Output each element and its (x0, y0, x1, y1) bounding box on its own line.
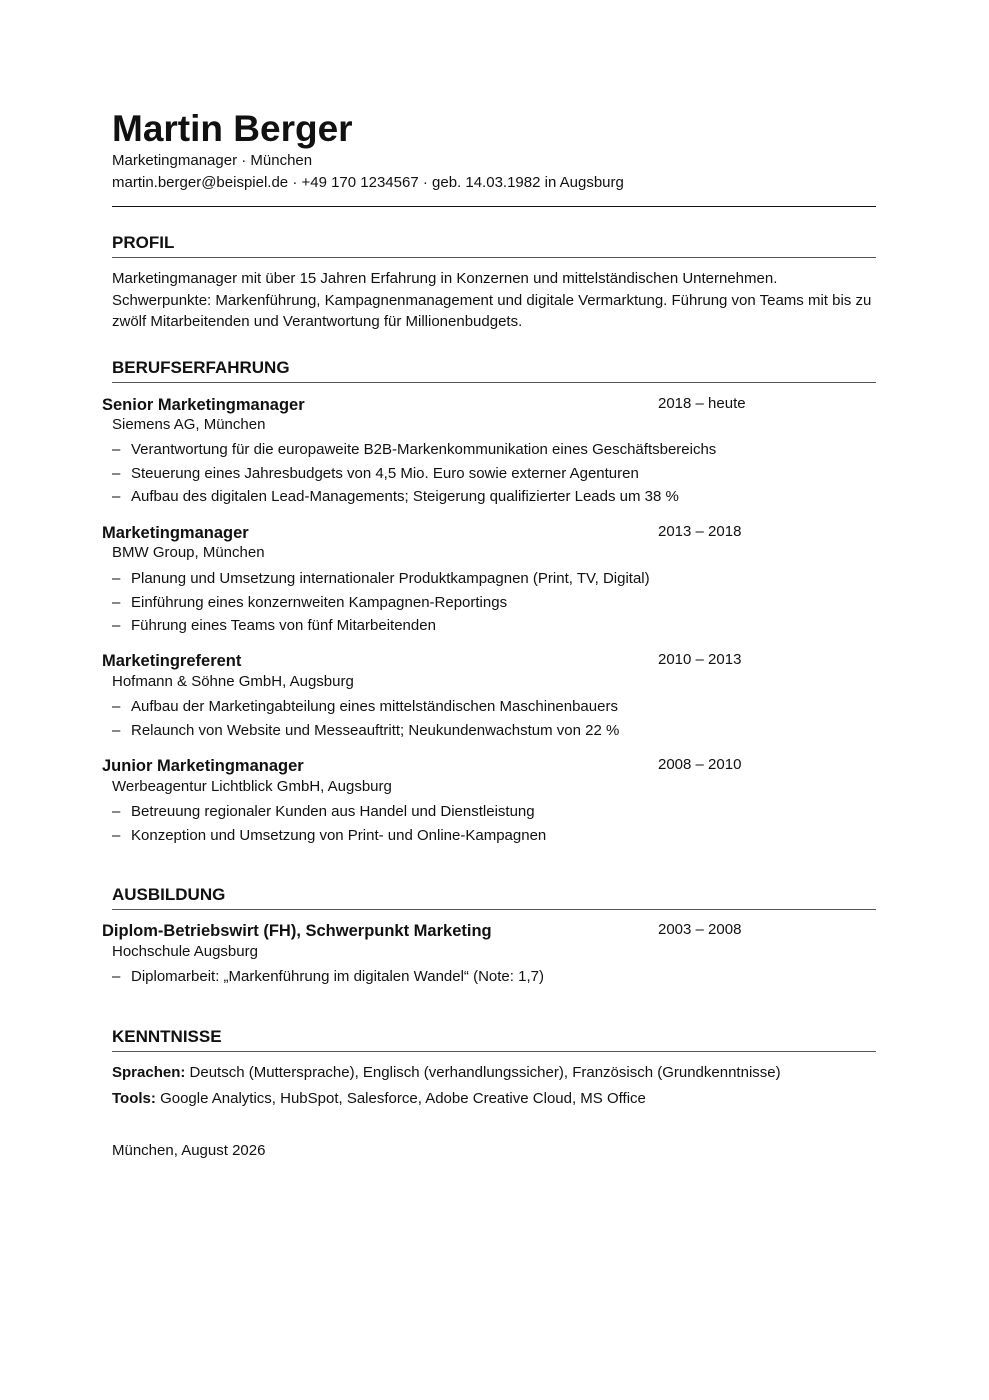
job-organization: Hofmann & Söhne GmbH, Augsburg (112, 673, 354, 690)
dash-bullet-icon: – (112, 826, 121, 844)
list-item (112, 438, 716, 462)
list-item (112, 695, 619, 719)
job-title: Junior Marketingmanager (102, 757, 304, 775)
job-organization: Werbeagentur Lichtblick GmbH, Augsburg (112, 778, 392, 795)
section-title-profile: PROFIL (112, 232, 876, 258)
list-item (112, 965, 544, 989)
degree-title: Diplom-Betriebswirt (FH), Schwerpunkt Marketing (102, 922, 492, 940)
job-bullet-list (112, 695, 619, 742)
dash-bullet-icon: – (112, 464, 121, 482)
dash-bullet-icon: – (112, 593, 121, 611)
bullet-text: Diplomarbeit: „Markenführung im digitalen Wandel“ (Note: 1,7) (131, 968, 544, 985)
list-item (112, 824, 546, 848)
bullet-text: Steuerung eines Jahresbudgets von 4,5 Mio. Euro sowie externer Agenturen (131, 464, 639, 482)
list-item (112, 719, 619, 743)
skills-languages-value: Deutsch (Muttersprache), Englisch (verhandlungssicher), Französisch (Grundkenntnisse) (189, 1064, 781, 1081)
dash-bullet-icon: – (112, 617, 121, 634)
header-divider (112, 206, 876, 207)
bullet-text: Aufbau der Marketingabteilung eines mittelständischen Maschinenbauers (131, 698, 618, 715)
dash-bullet-icon: – (112, 488, 121, 505)
place-and-date: München, August 2026 (112, 1142, 266, 1159)
candidate-contact: martin.berger@beispiel.de · +49 170 1234567 · geb. 14.03.1982 in Augsburg (112, 174, 624, 191)
skills-tools-value: Google Analytics, HubSpot, Salesforce, Adobe Creative Cloud, MS Office (160, 1090, 646, 1107)
education-institution: Hochschule Augsburg (112, 943, 258, 960)
bullet-text: Aufbau des digitalen Lead-Managements; Steigerung qualifizierter Leads um 38 % (131, 488, 679, 505)
skills-languages (112, 1063, 781, 1083)
job-organization: Siemens AG, München (112, 416, 266, 433)
job-bullet-list (112, 438, 716, 509)
bullet-text: Planung und Umsetzung internationaler Produktkampagnen (Print, TV, Digital) (131, 570, 650, 587)
job-dates: 2018 – heute (658, 395, 746, 412)
dash-bullet-icon: – (112, 803, 121, 820)
profile-text: Marketingmanager mit über 15 Jahren Erfahrung in Konzernen und mittelständischen Unternehmen. Schwerpunkte: Markenführung, Kampagnenmanagement und digitale Vermarktung. Führung von Teams mit bis zu zwölf Mitarbeitenden und Verantwortung für Millionenbudgets. (112, 270, 872, 330)
list-item (112, 614, 650, 638)
job-title: Marketingreferent (102, 652, 242, 670)
bullet-text: Konzeption und Umsetzung von Print- und Online-Kampagnen (131, 826, 547, 844)
job-bullet-list (112, 800, 546, 847)
skills-tools (112, 1089, 646, 1109)
section-title-experience: BERUFSERFAHRUNG (112, 357, 876, 383)
bullet-text: Einführung eines konzernweiten Kampagnen-Reportings (131, 593, 508, 611)
list-item (112, 462, 716, 486)
list-item (112, 567, 650, 591)
job-dates: 2013 – 2018 (658, 523, 742, 540)
candidate-name: Martin Berger (112, 108, 353, 149)
skills-tools-label: Tools: (112, 1090, 156, 1107)
job-title: Marketingmanager (102, 524, 249, 542)
education-dates: 2003 – 2008 (658, 921, 742, 938)
list-item (112, 591, 650, 615)
job-dates: 2010 – 2013 (658, 651, 742, 668)
skills-languages-label: Sprachen: (112, 1064, 186, 1081)
bullet-text: Führung eines Teams von fünf Mitarbeitenden (131, 617, 436, 634)
job-organization: BMW Group, München (112, 544, 265, 561)
bullet-text: Verantwortung für die europaweite B2B-Markenkommunikation eines Geschäftsbereichs (131, 441, 717, 458)
dash-bullet-icon: – (112, 441, 121, 458)
education-bullet-list (112, 965, 544, 989)
list-item (112, 800, 546, 824)
dash-bullet-icon: – (112, 721, 121, 739)
job-bullet-list (112, 567, 650, 638)
candidate-subtitle: Marketingmanager · München (112, 152, 313, 169)
list-item (112, 485, 716, 509)
section-title-skills: KENNTNISSE (112, 1026, 876, 1052)
bullet-text: Betreuung regionaler Kunden aus Handel und Dienstleistung (131, 803, 535, 820)
dash-bullet-icon: – (112, 968, 121, 985)
bullet-text: Relaunch von Website und Messeauftritt; Neukundenwachstum von 22 % (131, 721, 620, 739)
job-title: Senior Marketingmanager (102, 396, 305, 414)
section-title-education: AUSBILDUNG (112, 884, 876, 910)
job-dates: 2008 – 2010 (658, 756, 742, 773)
dash-bullet-icon: – (112, 698, 121, 715)
dash-bullet-icon: – (112, 570, 121, 587)
